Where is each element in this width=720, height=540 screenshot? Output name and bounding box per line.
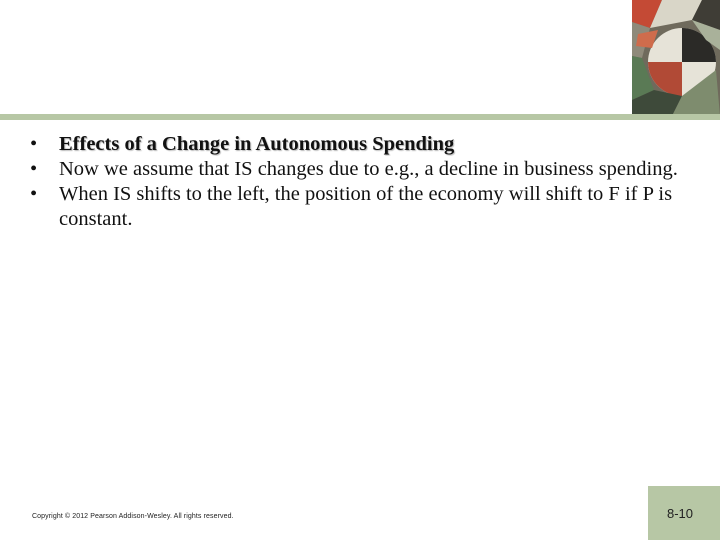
bullet-item [30, 182, 700, 232]
bullet-heading: Effects of a Change in Autonomous Spending [59, 133, 455, 155]
bullet-text: Now we assume that IS changes due to e.g., a decline in business spending. [59, 158, 678, 180]
bullet-item [30, 132, 700, 157]
header-divider [0, 114, 720, 120]
bullet-glyph: • [30, 158, 38, 180]
slide-content [30, 132, 700, 232]
bullet-glyph: • [30, 133, 38, 155]
page-number-box [648, 486, 720, 540]
bullet-glyph: • [30, 183, 38, 205]
abstract-art-image [632, 0, 720, 116]
copyright-notice: Copyright © 2012 Pearson Addison-Wesley. All rights reserved. [32, 513, 234, 520]
bullet-text: When IS shifts to the left, the position of the economy will shift to F if P is constant. [59, 183, 673, 230]
bullet-item [30, 157, 700, 182]
decorative-artwork [632, 0, 720, 116]
page-number: 8-10 [666, 506, 694, 521]
